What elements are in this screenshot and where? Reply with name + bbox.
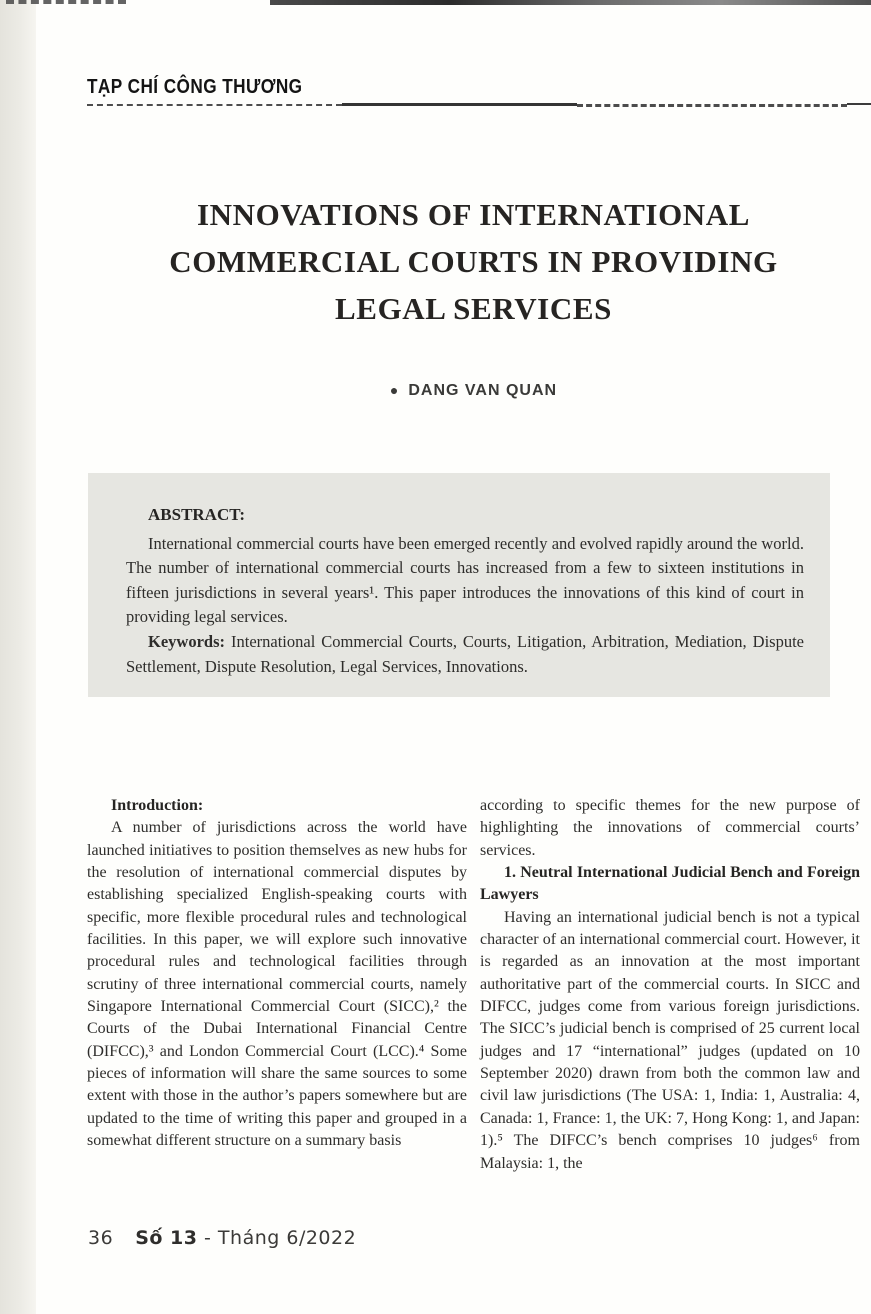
rule-segment-solid-mid — [342, 103, 577, 106]
abstract-keywords — [126, 630, 804, 679]
left-column — [87, 795, 467, 1175]
title-line-2: COMMERCIAL COURTS IN PROVIDING — [169, 243, 778, 279]
section-1-paragraph: Having an international judicial bench is not a typical character of an international commercial court. However, it is regarded as an innovation at the most important authoritative part of the commercial courts. In SICC and DIFCC, judges come from various foreign jurisdictions. The SICC’s judicial bench is comprised of 25 current local judges and 17 “international” judges (updated on 10 September 2020) drawn from both the common law and civil law jurisdictions (The USA: 1, India: 1, Australia: 4, Canada: 1, France: 1, the UK: 7, Hong Kong: 1, and Japan: 1).⁵ The DIFCC’s bench comprises 10 judges⁶ from Malaysia: 1, the — [480, 908, 860, 1172]
introduction-paragraph-continued: according to specific themes for the new purpose of highlighting the innovations of commercial courts’ services. — [480, 797, 860, 859]
article-title — [87, 191, 860, 332]
rule-segment-solid-tail — [847, 103, 871, 105]
page-footer — [88, 1227, 356, 1249]
journal-name: TẠP CHÍ CÔNG THƯƠNG — [87, 76, 303, 98]
issue-number: Số 13 — [135, 1227, 198, 1249]
page-edge-shadow — [0, 0, 36, 1314]
issue-date: - Tháng 6/2022 — [197, 1227, 357, 1249]
author-bullet-icon: ● — [389, 382, 400, 398]
abstract-body: International commercial courts have been emerged recently and evolved rapidly around the world. The number of international commercial courts has increased from a few to sixteen institutions in fifteen jurisdictions in several years¹. This paper introduces the innovations of this kind of court in providing legal services. — [126, 533, 804, 627]
body-columns — [87, 795, 860, 1175]
journal-banner — [87, 76, 860, 99]
top-scan-dashes — [6, 0, 126, 4]
introduction-heading: Introduction: — [111, 797, 204, 814]
banner-rule — [87, 103, 871, 106]
title-line-3: LEGAL SERVICES — [335, 290, 612, 326]
top-scan-bar — [270, 0, 871, 5]
rule-segment-dashed-right — [577, 104, 847, 107]
author-row — [87, 382, 860, 400]
rule-segment-dashed-left — [87, 104, 342, 106]
title-line-1: INNOVATIONS OF INTERNATIONAL — [196, 196, 751, 232]
abstract-heading: ABSTRACT: — [148, 505, 245, 524]
introduction-paragraph: A number of jurisdictions across the world have launched initiatives to position themselves as new hubs for the resolution of international commercial disputes by establishing specialized English-speaking courts with specific, more flexible procedural rules and technological facilities. In this paper, we will explore such innovative procedural rules and technological facilities through scrutiny of three international commercial courts, namely Singapore International Commercial Court (SICC),² the Courts of the Dubai International Financial Centre (DIFCC),³ and London Commercial Court (LCC).⁴ Some pieces of information will share the same sources to some extent with those in the author’s papers somewhere but are updated to the time of writing this paper and grouped in a somewhat different structure on a summary basis — [87, 819, 467, 1150]
keywords-text: International Commercial Courts, Courts, Litigation, Arbitration, Mediation, Dispute Settlement, Dispute Resolution, Legal Services, Innovations. — [126, 631, 804, 676]
section-1-heading: 1. Neutral International Judicial Bench and Foreign Lawyers — [480, 864, 860, 904]
abstract-box — [88, 473, 830, 697]
author-name: DANG VAN QUAN — [408, 382, 558, 399]
page-number: 36 — [88, 1227, 114, 1249]
right-column — [480, 795, 860, 1175]
keywords-label: Keywords: — [148, 631, 225, 651]
